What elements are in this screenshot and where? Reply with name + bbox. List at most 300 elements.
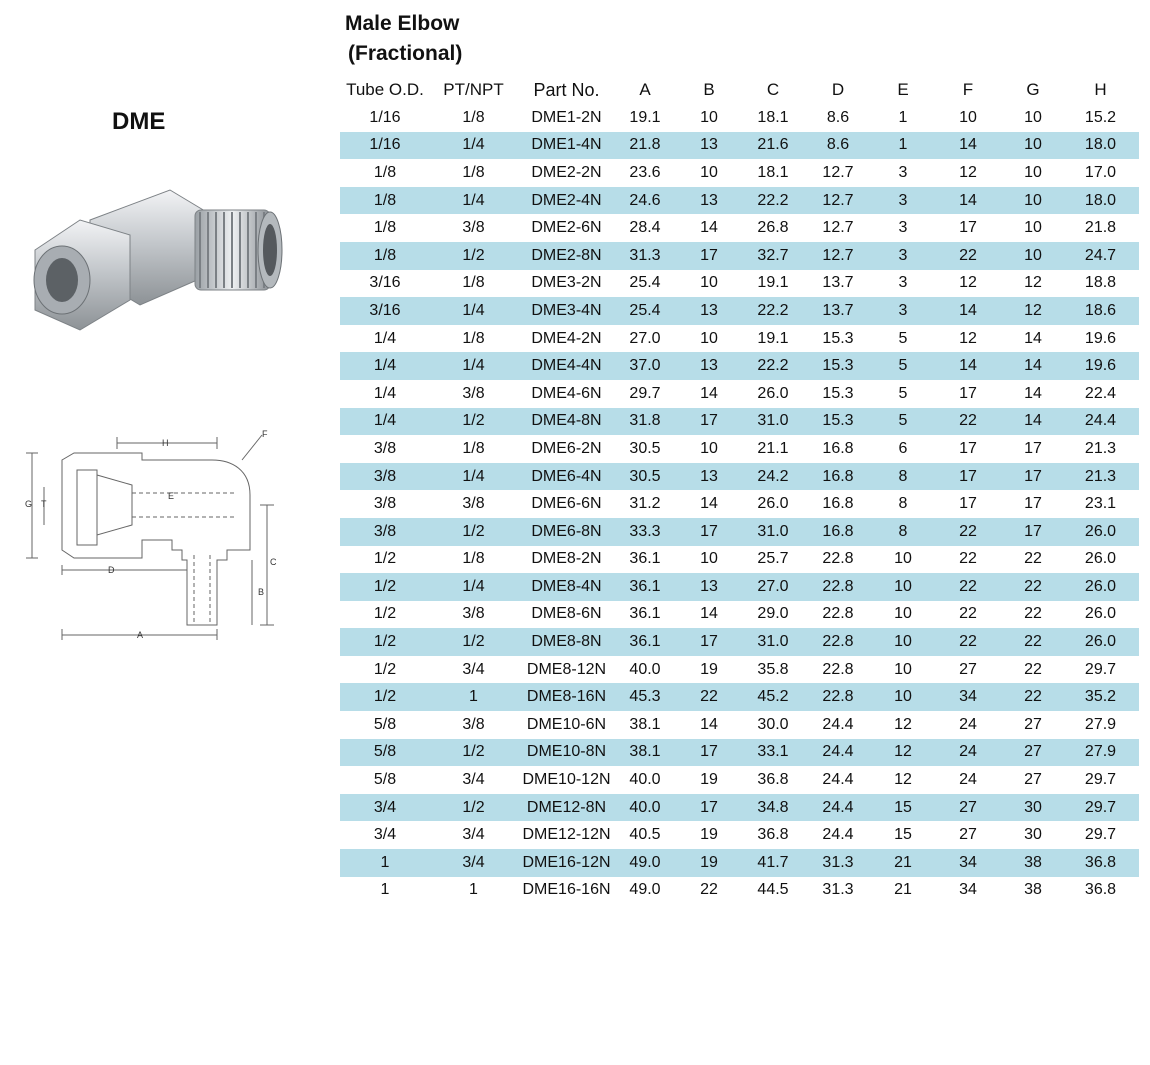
- table-cell: 6: [898, 439, 908, 457]
- table-cell: 1/4: [340, 352, 430, 380]
- table-cell: 3: [874, 297, 932, 325]
- table-row: [340, 408, 1139, 436]
- table-cell: 3/8: [340, 518, 430, 546]
- table-cell: 15.3: [822, 329, 854, 347]
- table-cell: 14: [700, 384, 718, 402]
- table-cell: 14: [1024, 329, 1042, 347]
- table-cell: 3/4: [430, 849, 517, 877]
- table-cell: 36.8: [757, 771, 789, 789]
- table-cell: 1/2: [430, 628, 517, 656]
- table-cell: 35.2: [1062, 683, 1139, 711]
- table-cell: 19.1: [757, 274, 789, 292]
- table-cell: 33.1: [744, 739, 802, 767]
- table-cell: DME8-16N: [517, 683, 616, 711]
- table-cell: 3: [898, 219, 908, 237]
- table-cell: 1/2: [340, 683, 430, 711]
- table-cell: 27.0: [744, 573, 802, 601]
- table-cell: 1/8: [373, 219, 397, 237]
- table-row: [340, 242, 1139, 270]
- table-row: [340, 214, 1139, 242]
- column-header: D: [831, 80, 845, 99]
- table-cell: 1/8: [373, 163, 397, 181]
- table-cell: 40.0: [629, 771, 661, 789]
- table-cell: DME4-8N: [517, 408, 616, 436]
- column-header: Tube O.D.: [346, 80, 424, 99]
- table-cell: 10: [894, 660, 912, 678]
- dim-label-a: A: [137, 630, 144, 640]
- table-cell: 1/4: [430, 187, 517, 215]
- table-cell: DME2-4N: [517, 187, 616, 215]
- table-row: [340, 380, 1139, 408]
- table-cell: 26.0: [1062, 573, 1139, 601]
- table-cell: 27: [959, 660, 977, 678]
- table-cell: 22: [1024, 605, 1042, 623]
- table-cell: 10: [700, 108, 718, 126]
- table-cell: 1/16: [340, 132, 430, 160]
- table-cell: 38.1: [616, 739, 674, 767]
- table-cell: 16.8: [822, 439, 854, 457]
- table-row: [340, 187, 1139, 215]
- table-cell: 1/8: [340, 187, 430, 215]
- dim-label-d: D: [108, 565, 115, 575]
- table-cell: 10: [874, 573, 932, 601]
- table-cell: 22: [674, 683, 744, 711]
- table-cell: 21: [874, 849, 932, 877]
- table-cell: 36.8: [1084, 881, 1117, 899]
- table-cell: DME12-12N: [522, 826, 611, 844]
- table-cell: 10: [874, 628, 932, 656]
- column-header: PT/NPT: [443, 80, 504, 99]
- table-cell: 3: [874, 187, 932, 215]
- table-cell: 22.8: [822, 550, 854, 568]
- dim-label-b: B: [258, 587, 265, 597]
- table-cell: 12.7: [802, 242, 874, 270]
- column-header: E: [897, 80, 909, 99]
- table-cell: 22.2: [744, 187, 802, 215]
- table-cell: 21.1: [757, 439, 789, 457]
- table-cell: 34: [932, 849, 1004, 877]
- table-cell: 22: [932, 518, 1004, 546]
- table-cell: 12: [894, 715, 912, 733]
- dimension-drawing: [12, 425, 297, 640]
- table-cell: 1/16: [369, 108, 401, 126]
- table-cell: 10: [1004, 132, 1062, 160]
- table-cell: 30.0: [757, 715, 789, 733]
- table-cell: 24.4: [1062, 408, 1139, 436]
- table-cell: 36.1: [616, 573, 674, 601]
- table-cell: 12: [959, 274, 977, 292]
- table-cell: 17: [1024, 439, 1042, 457]
- table-cell: 12: [959, 163, 977, 181]
- table-cell: 3/4: [340, 794, 430, 822]
- table-cell: DME2-6N: [531, 219, 602, 237]
- table-cell: 22: [932, 628, 1004, 656]
- table-cell: 3/8: [373, 495, 397, 513]
- table-cell: 18.0: [1062, 132, 1139, 160]
- table-cell: 21: [894, 881, 912, 899]
- table-cell: 21.3: [1084, 439, 1117, 457]
- table-cell: 27.9: [1062, 739, 1139, 767]
- table-cell: 24: [959, 771, 977, 789]
- table-cell: 5/8: [340, 739, 430, 767]
- table-cell: DME8-4N: [517, 573, 616, 601]
- table-cell: 25.7: [757, 550, 789, 568]
- table-cell: 10: [1024, 108, 1042, 126]
- table-cell: 22.4: [1084, 384, 1117, 402]
- table-cell: 1: [430, 683, 517, 711]
- table-row: [340, 132, 1139, 160]
- table-cell: 22: [1024, 550, 1042, 568]
- table-cell: 1/4: [430, 463, 517, 491]
- table-cell: 22.8: [802, 628, 874, 656]
- table-cell: 5: [874, 352, 932, 380]
- table-cell: 15: [874, 794, 932, 822]
- table-cell: 12: [894, 771, 912, 789]
- table-cell: 14: [932, 187, 1004, 215]
- column-header: B: [703, 80, 715, 99]
- table-cell: 23.1: [1084, 495, 1117, 513]
- table-cell: 36.1: [629, 550, 661, 568]
- table-row: [340, 656, 1139, 684]
- table-cell: 1/2: [340, 573, 430, 601]
- table-cell: 36.1: [616, 628, 674, 656]
- table-cell: 1/4: [373, 384, 397, 402]
- dim-label-f: F: [262, 429, 268, 439]
- table-cell: DME2-2N: [531, 163, 602, 181]
- table-cell: 24.7: [1062, 242, 1139, 270]
- table-cell: DME10-12N: [522, 771, 611, 789]
- table-cell: 17: [932, 463, 1004, 491]
- table-cell: 19.6: [1062, 352, 1139, 380]
- table-cell: 36.8: [1062, 849, 1139, 877]
- table-cell: 10: [1024, 163, 1042, 181]
- table-cell: DME8-2N: [531, 550, 602, 568]
- table-cell: 5: [898, 384, 908, 402]
- table-row: [340, 104, 1139, 132]
- column-header: F: [962, 80, 974, 99]
- table-row: [340, 297, 1139, 325]
- table-cell: 31.2: [629, 495, 661, 513]
- table-cell: 27: [959, 826, 977, 844]
- table-cell: 15: [894, 826, 912, 844]
- table-cell: 13: [674, 463, 744, 491]
- fitting-photo: [20, 180, 285, 340]
- table-cell: 40.0: [616, 794, 674, 822]
- table-cell: 14: [932, 352, 1004, 380]
- table-row: [340, 325, 1139, 353]
- table-cell: 16.8: [802, 518, 874, 546]
- table-cell: DME8-8N: [517, 628, 616, 656]
- table-cell: 41.7: [744, 849, 802, 877]
- table-cell: DME6-8N: [517, 518, 616, 546]
- table-cell: 1/4: [430, 352, 517, 380]
- table-cell: DME2-8N: [517, 242, 616, 270]
- table-cell: 29.7: [1084, 826, 1117, 844]
- table-cell: 17.0: [1084, 163, 1117, 181]
- table-cell: 3/8: [462, 495, 485, 513]
- table-cell: 27: [1004, 739, 1062, 767]
- table-cell: 8.6: [826, 108, 850, 126]
- table-cell: 14: [700, 715, 718, 733]
- table-row: [340, 877, 1139, 905]
- table-cell: 8: [874, 518, 932, 546]
- table-cell: 13: [674, 187, 744, 215]
- product-code: DME: [112, 108, 166, 135]
- table-cell: 1/8: [462, 274, 485, 292]
- table-cell: 1/2: [430, 408, 517, 436]
- table-cell: 49.0: [629, 881, 661, 899]
- table-cell: 3/8: [373, 439, 397, 457]
- table-cell: 16.8: [822, 495, 854, 513]
- dim-label-e: E: [168, 491, 175, 501]
- table-cell: 22: [700, 881, 718, 899]
- table-cell: 17: [674, 739, 744, 767]
- table-cell: 27: [1024, 771, 1042, 789]
- table-cell: 33.3: [616, 518, 674, 546]
- table-cell: 13: [674, 132, 744, 160]
- table-cell: 19: [700, 826, 718, 844]
- table-cell: 12: [1004, 297, 1062, 325]
- table-cell: 1/2: [430, 739, 517, 767]
- table-row: [340, 573, 1139, 601]
- table-cell: 1/2: [373, 550, 397, 568]
- table-cell: 1: [898, 108, 908, 126]
- table-cell: 14: [932, 297, 1004, 325]
- column-header: C: [766, 80, 780, 99]
- table-cell: 10: [700, 550, 718, 568]
- table-cell: 17: [959, 439, 977, 457]
- table-cell: 22: [932, 242, 1004, 270]
- table-cell: DME4-6N: [531, 384, 602, 402]
- table-cell: 24.6: [616, 187, 674, 215]
- table-row: [340, 628, 1139, 656]
- table-cell: 3/4: [462, 771, 485, 789]
- table-cell: DME8-6N: [531, 605, 602, 623]
- table-cell: 13: [674, 297, 744, 325]
- table-cell: 14: [700, 219, 718, 237]
- dim-label-g: G: [25, 499, 33, 509]
- table-cell: 30: [1004, 794, 1062, 822]
- page-subtitle: (Fractional): [348, 42, 463, 65]
- table-row: [340, 159, 1139, 187]
- table-cell: 26.0: [757, 495, 789, 513]
- table-row: [340, 601, 1139, 629]
- table-cell: 10: [894, 550, 912, 568]
- table-cell: 3/4: [462, 660, 485, 678]
- table-cell: 38: [1024, 881, 1042, 899]
- table-cell: 1/8: [462, 439, 485, 457]
- table-cell: 17: [674, 628, 744, 656]
- table-cell: 16.8: [802, 463, 874, 491]
- table-cell: 1/4: [340, 408, 430, 436]
- table-cell: 19: [700, 660, 718, 678]
- table-cell: 8: [874, 463, 932, 491]
- page-title: Male Elbow: [345, 12, 460, 35]
- table-cell: 12: [1024, 274, 1042, 292]
- table-cell: 15.3: [802, 408, 874, 436]
- table-cell: DME16-12N: [517, 849, 616, 877]
- table-cell: DME3-2N: [531, 274, 602, 292]
- table-cell: DME10-6N: [526, 715, 607, 733]
- table-cell: 19.6: [1084, 329, 1117, 347]
- table-cell: 1/8: [462, 108, 485, 126]
- table-cell: 22: [1004, 628, 1062, 656]
- table-cell: 10: [894, 605, 912, 623]
- table-cell: 38.1: [629, 715, 661, 733]
- table-row: [340, 518, 1139, 546]
- dimensions-table: [340, 76, 1139, 904]
- table-cell: DME16-16N: [522, 881, 611, 899]
- table-cell: 21.3: [1062, 463, 1139, 491]
- table-cell: 40.5: [629, 826, 661, 844]
- table-cell: 37.0: [616, 352, 674, 380]
- table-cell: 22: [1004, 573, 1062, 601]
- table-cell: 15.2: [1084, 108, 1117, 126]
- table-cell: 19.1: [629, 108, 661, 126]
- table-cell: 25.4: [616, 297, 674, 325]
- table-row: [340, 463, 1139, 491]
- table-cell: DME4-4N: [517, 352, 616, 380]
- table-cell: 1/4: [430, 297, 517, 325]
- table-cell: 24.4: [822, 826, 854, 844]
- table-cell: 22: [1004, 683, 1062, 711]
- table-cell: 24.4: [802, 794, 874, 822]
- table-cell: 19: [674, 849, 744, 877]
- dim-label-t: T: [41, 499, 47, 509]
- table-cell: 1: [469, 881, 478, 899]
- table-cell: 18.8: [1084, 274, 1117, 292]
- table-cell: 1/2: [373, 605, 397, 623]
- table-cell: 27: [1024, 715, 1042, 733]
- table-cell: 17: [674, 794, 744, 822]
- table-cell: 1/2: [340, 628, 430, 656]
- table-row: [340, 766, 1139, 794]
- table-cell: 24.2: [744, 463, 802, 491]
- table-cell: 28.4: [629, 219, 661, 237]
- table-cell: 24.4: [822, 771, 854, 789]
- column-header: G: [1026, 80, 1040, 99]
- table-cell: 45.2: [744, 683, 802, 711]
- table-cell: 17: [1004, 518, 1062, 546]
- table-cell: 3/4: [373, 826, 397, 844]
- table-cell: 23.6: [629, 163, 661, 181]
- table-cell: 24: [932, 739, 1004, 767]
- table-cell: 1/4: [373, 329, 397, 347]
- table-row: [340, 739, 1139, 767]
- table-cell: 31.3: [616, 242, 674, 270]
- table-cell: 22: [1024, 660, 1042, 678]
- table-cell: 35.8: [757, 660, 789, 678]
- table-row: [340, 849, 1139, 877]
- table-cell: 38: [1004, 849, 1062, 877]
- table-cell: 12.7: [822, 219, 854, 237]
- table-cell: 34: [959, 881, 977, 899]
- table-cell: 34: [932, 683, 1004, 711]
- table-cell: 12: [959, 329, 977, 347]
- table-cell: DME1-2N: [531, 108, 602, 126]
- table-cell: 13: [674, 573, 744, 601]
- table-cell: 3/8: [462, 605, 485, 623]
- table-cell: 1/8: [340, 242, 430, 270]
- table-cell: 18.0: [1062, 187, 1139, 215]
- table-cell: 24.4: [822, 715, 854, 733]
- table-cell: DME6-4N: [517, 463, 616, 491]
- table-cell: 17: [959, 219, 977, 237]
- table-cell: 10: [874, 683, 932, 711]
- table-cell: 15.3: [822, 384, 854, 402]
- table-cell: 1: [874, 132, 932, 160]
- table-cell: 31.0: [744, 518, 802, 546]
- table-cell: 3/8: [462, 715, 485, 733]
- table-cell: 21.8: [616, 132, 674, 160]
- table-cell: 22.8: [802, 683, 874, 711]
- table-cell: 3/8: [462, 384, 485, 402]
- table-cell: 29.7: [1084, 660, 1117, 678]
- table-cell: 14: [700, 605, 718, 623]
- table-cell: 15.3: [802, 352, 874, 380]
- table-cell: 22.8: [802, 573, 874, 601]
- table-cell: 1: [380, 881, 390, 899]
- table-cell: 18.6: [1062, 297, 1139, 325]
- table-cell: 34.8: [744, 794, 802, 822]
- table-cell: 1/8: [462, 329, 485, 347]
- table-row: [340, 821, 1139, 849]
- table-cell: 22.2: [744, 297, 802, 325]
- table-cell: 3: [874, 242, 932, 270]
- table-row: [340, 794, 1139, 822]
- table-cell: 1/4: [430, 132, 517, 160]
- column-header: H: [1094, 80, 1107, 99]
- table-header-row: [340, 76, 1139, 104]
- table-cell: 17: [959, 384, 977, 402]
- table-cell: 1/2: [430, 242, 517, 270]
- table-row: [340, 270, 1139, 298]
- table-cell: 13.7: [822, 274, 854, 292]
- table-cell: 29.7: [1084, 771, 1117, 789]
- table-cell: 14: [1024, 384, 1042, 402]
- table-cell: DME3-4N: [517, 297, 616, 325]
- dim-label-h: H: [162, 438, 169, 448]
- table-cell: 22: [932, 408, 1004, 436]
- table-cell: 26.0: [1062, 628, 1139, 656]
- table-cell: 27.0: [629, 329, 661, 347]
- table-cell: 3/8: [340, 463, 430, 491]
- table-cell: 10: [700, 163, 718, 181]
- table-cell: 29.7: [629, 384, 661, 402]
- table-cell: 22.8: [822, 605, 854, 623]
- table-cell: DME10-8N: [517, 739, 616, 767]
- table-cell: 36.8: [757, 826, 789, 844]
- table-cell: 3/8: [462, 219, 485, 237]
- table-cell: 26.8: [757, 219, 789, 237]
- table-cell: 21.6: [744, 132, 802, 160]
- table-cell: 5/8: [373, 715, 397, 733]
- table-cell: 22.2: [744, 352, 802, 380]
- table-cell: 22.8: [822, 660, 854, 678]
- table-cell: 1/4: [430, 573, 517, 601]
- table-cell: 27: [932, 794, 1004, 822]
- table-cell: 30: [1024, 826, 1042, 844]
- table-cell: 17: [959, 495, 977, 513]
- table-cell: DME6-6N: [531, 495, 602, 513]
- table-cell: DME6-2N: [531, 439, 602, 457]
- table-cell: 12.7: [822, 163, 854, 181]
- table-cell: 31.0: [744, 408, 802, 436]
- table-row: [340, 490, 1139, 518]
- table-cell: 40.0: [629, 660, 661, 678]
- table-cell: DME4-2N: [531, 329, 602, 347]
- table-cell: 49.0: [616, 849, 674, 877]
